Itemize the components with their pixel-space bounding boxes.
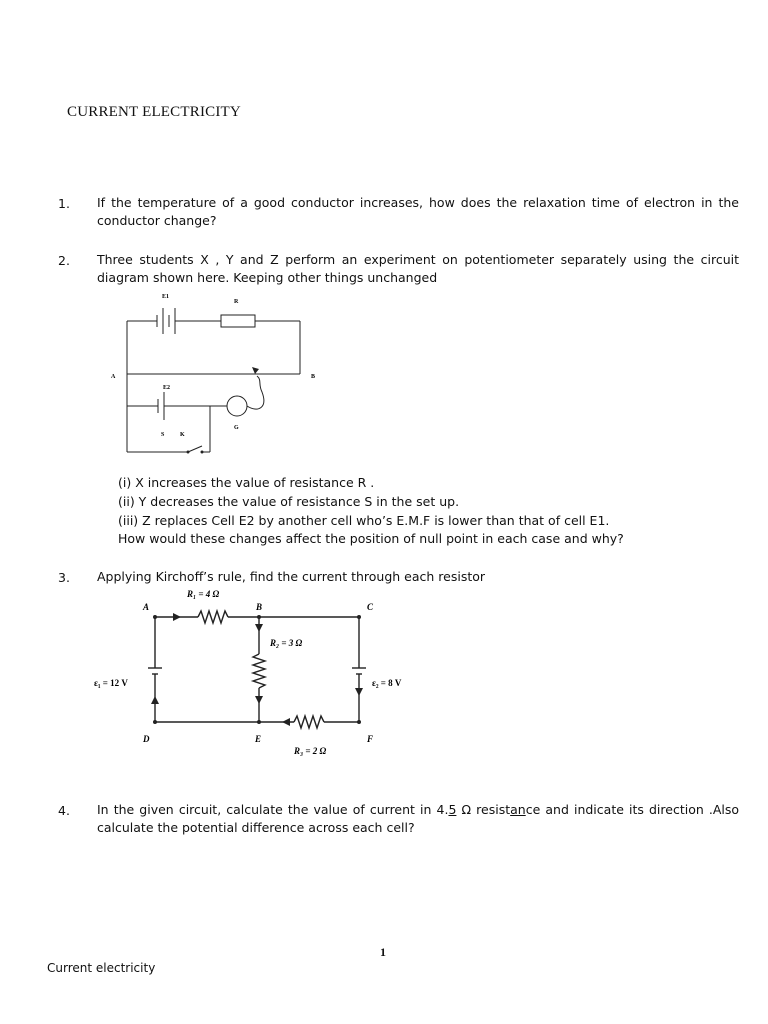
label-node-a: A bbox=[143, 602, 150, 612]
label-emf2: ε₂ = 8 V bbox=[372, 678, 402, 688]
label-node-c: C bbox=[367, 602, 374, 612]
question-text: Applying Kirchoff’s rule, find the current through each resistor bbox=[97, 569, 486, 584]
question-number: 2. bbox=[58, 253, 70, 268]
question-number: 3. bbox=[58, 570, 70, 585]
label-s: S bbox=[161, 432, 165, 438]
sub-question: How would these changes affect the position of null point in each case and why? bbox=[118, 531, 624, 546]
page-title: CURRENT ELECTRICITY bbox=[67, 104, 241, 120]
label-e2: E2 bbox=[163, 385, 171, 391]
label-e1: E1 bbox=[162, 294, 170, 300]
label-r3: R₃ = 2 Ω bbox=[294, 746, 327, 756]
label-r1: R₁ = 4 Ω bbox=[187, 589, 220, 599]
label-a: A bbox=[111, 374, 116, 380]
page-number: 1 bbox=[380, 945, 386, 959]
sub-question: (ii) Y decreases the value of resistance S in the set up. bbox=[118, 494, 460, 509]
label-node-b: B bbox=[256, 602, 263, 612]
label-node-f: F bbox=[367, 734, 374, 744]
label-g: G bbox=[234, 425, 239, 431]
label-emf1: ε₁ = 12 V bbox=[94, 678, 128, 688]
sub-question: (i) X increases the value of resistance R . bbox=[118, 475, 375, 490]
footer-text: Current electricity bbox=[47, 961, 156, 975]
question-number: 1. bbox=[58, 196, 70, 211]
label-node-d: D bbox=[143, 734, 150, 744]
question-number: 4. bbox=[58, 803, 70, 818]
label-r: R bbox=[234, 299, 239, 305]
question-text: In the given circuit, calculate the value of current in 4.5 Ω resistance and indicate its direction .Also calculate the potential difference across each cell? bbox=[97, 802, 740, 835]
kirchhoff-circuit-diagram bbox=[88, 582, 408, 760]
label-k: K bbox=[180, 432, 185, 438]
potentiometer-circuit-diagram bbox=[100, 288, 330, 458]
question-text: Three students X , Y and Z perform an experiment on potentiometer separately using the circuit diagram shown here. Keeping other things unchanged bbox=[97, 252, 739, 285]
label-r2: R₂ = 3 Ω bbox=[270, 638, 303, 648]
label-b: B bbox=[311, 374, 316, 380]
label-node-e: E bbox=[255, 734, 262, 744]
question-text: If the temperature of a good conductor increases, how does the relaxation time of electron in the conductor change? bbox=[97, 195, 739, 228]
sub-question: (iii) Z replaces Cell E2 by another cell who’s E.M.F is lower than that of cell E1. bbox=[118, 513, 610, 528]
